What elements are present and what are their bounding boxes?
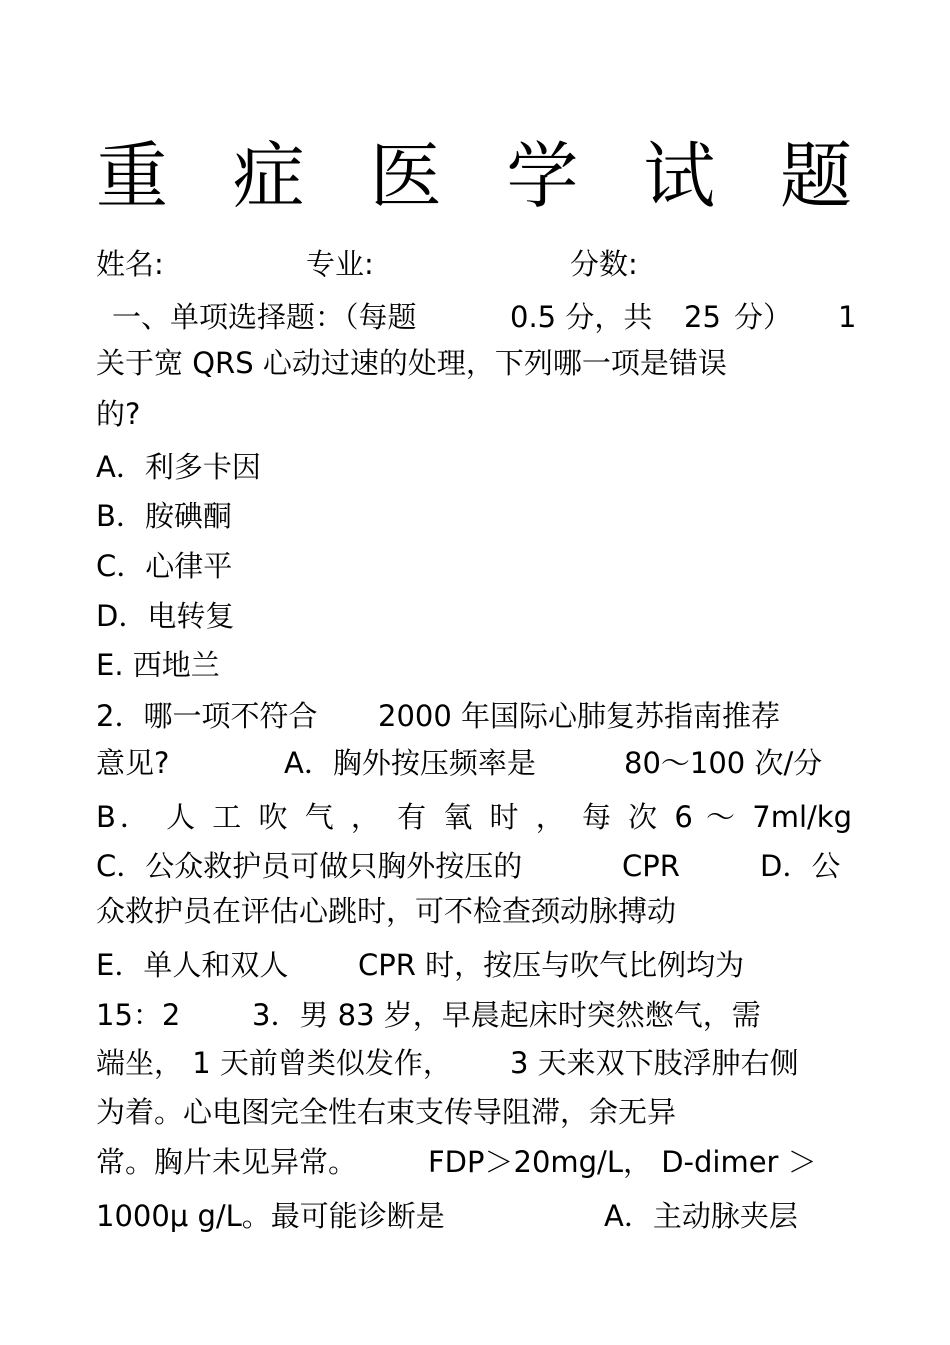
question-text: 2．哪一项不符合: [96, 699, 318, 733]
question-text: 1000μ g/L。最可能诊断是: [96, 1199, 445, 1233]
title-char: 学: [506, 134, 579, 218]
question-text: 常。胸片未见异常。: [96, 1145, 358, 1179]
question-text: 端坐， 1 天前曾类似发作，: [96, 1046, 452, 1080]
question-text: 为着。心电图完全性右束支传导阻滞，余无异: [96, 1095, 677, 1129]
section-score-total: 25: [684, 300, 721, 334]
option-a: A．利多卡因: [96, 450, 261, 484]
section-score-unit: 分）: [734, 300, 793, 334]
option-c-value: CPR: [622, 849, 680, 883]
option-b: B．胺碘酮: [96, 499, 232, 533]
title-char: 题: [779, 134, 852, 218]
option-e-continued: CPR 时，按压与吹气比例均为: [358, 948, 745, 982]
title-char: 症: [232, 134, 305, 218]
option-c: C．公众救护员可做只胸外按压的: [96, 849, 523, 883]
score-label: 分数:: [570, 247, 638, 281]
question-text: 的?: [96, 397, 141, 431]
option-d: D．公: [760, 849, 841, 883]
option-a: A．主动脉夹层: [604, 1199, 798, 1233]
option-e: E．单人和双人: [96, 948, 289, 982]
option-d-continued: 众救护员在评估心跳时，可不检查颈动脉搏动: [96, 894, 677, 928]
question-number: 1: [838, 300, 857, 334]
section-score-per: 0.5 分，共: [510, 300, 653, 334]
question-text: 关于宽 QRS 心动过速的处理，下列哪一项是错误: [96, 346, 727, 380]
major-label: 专业:: [306, 247, 374, 281]
title-char: 试: [643, 134, 716, 218]
option-c: C．心律平: [96, 549, 233, 583]
option-b: B． 人 工 吹 气 ， 有 氧 时 ， 每 次 6 ～ 7ml/kg: [96, 800, 852, 834]
title-char: 重: [96, 134, 169, 218]
option-a-value: 80～100 次/分: [624, 746, 823, 780]
question-text: 3 天来双下肢浮肿右侧: [510, 1046, 799, 1080]
name-label: 姓名:: [96, 247, 164, 281]
option-a: A．胸外按压频率是: [284, 746, 536, 780]
page-title: [96, 132, 852, 220]
question-text: 意见?: [96, 746, 170, 780]
section-heading: 一、单项选择题：（每题: [112, 300, 417, 334]
option-e-ratio: 15：2: [96, 998, 181, 1032]
title-char: 医: [369, 134, 442, 218]
question-text: 3．男 83 岁，早晨起床时突然憋气，需: [252, 998, 761, 1032]
question-text: 2000 年国际心肺复苏指南推荐: [378, 699, 781, 733]
question-text: FDP＞20mg/L， D-dimer ＞: [428, 1145, 817, 1179]
option-d: D．电转复: [96, 599, 235, 633]
option-e: E. 西地兰: [96, 648, 220, 682]
